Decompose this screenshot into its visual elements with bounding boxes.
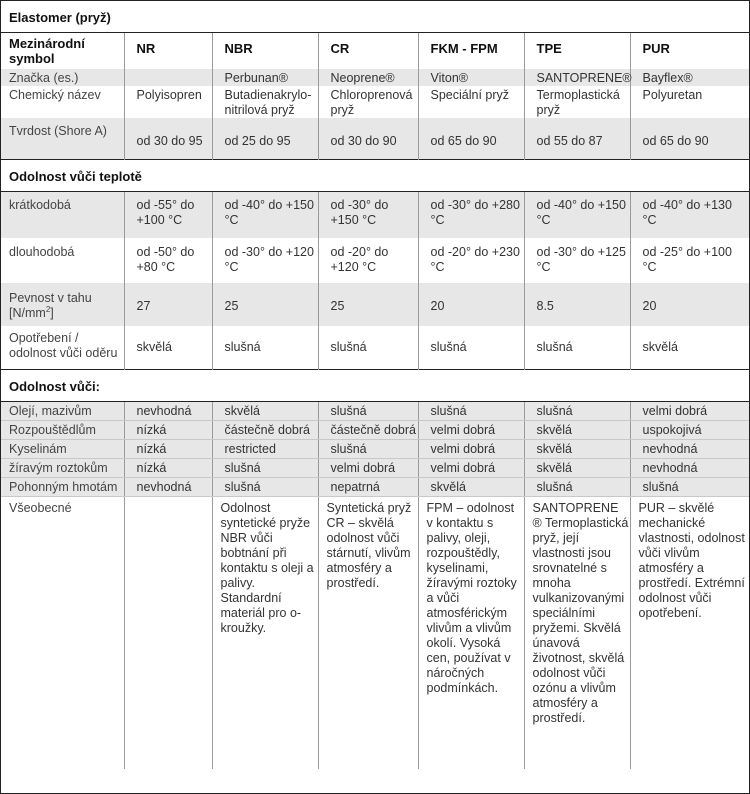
tensile-label-unit: [N/mm [9, 306, 46, 320]
resistance-row-alkalis [1, 459, 749, 478]
cell: od -25° do +100 °C [630, 238, 749, 283]
cell: od 30 do 95 [124, 118, 212, 160]
cell: Syntetická pryž CR – skvělá odolnost vůči stárnutí, vlivům atmosféry a prostředí. [318, 497, 418, 770]
cell: částečně dobrá [318, 421, 418, 440]
cell: od -30° do +125 °C [524, 238, 630, 283]
cell: od -30° do +280 °C [418, 192, 524, 239]
cell: od 65 do 90 [630, 118, 749, 160]
brand-row [1, 69, 749, 86]
row-label: Všeobecné [9, 501, 72, 515]
cell: nevhodná [630, 440, 749, 459]
chemical-name-row [1, 86, 749, 118]
row-label: žíravým roztokům [1, 459, 124, 478]
resistance-section-row [1, 370, 749, 402]
symbol-label: Mezinárodní symbol [1, 33, 124, 70]
general-row [1, 497, 749, 770]
cell: od 55 do 87 [524, 118, 630, 160]
cell: slušná [630, 478, 749, 497]
table-title: Elastomer (pryž) [1, 1, 749, 33]
cell: od -55° do +100 °C [124, 192, 212, 239]
cell: od -20° do +230 °C [418, 238, 524, 283]
cell: velmi dobrá [318, 459, 418, 478]
tensile-label-main: Pevnost v tahu [9, 291, 92, 305]
resistance-row-acids [1, 440, 749, 459]
row-label: Chemický název [9, 88, 101, 102]
cell: skvělá [524, 421, 630, 440]
cell: skvělá [524, 440, 630, 459]
cell: 20 [418, 283, 524, 326]
cell: 20 [630, 283, 749, 326]
cell: od 30 do 90 [318, 118, 418, 160]
cell: velmi dobrá [418, 421, 524, 440]
symbol-row [1, 33, 749, 70]
cell: od -30° do +150 °C [318, 192, 418, 239]
cell: slušná [524, 478, 630, 497]
cell: 25 [212, 283, 318, 326]
cell: od -40° do +130 °C [630, 192, 749, 239]
title-row [1, 1, 749, 33]
cell: SANTOPRENE ® Termoplastická pryž, její vlastnosti jsou srovnatelné s mnoha vulkanizovanými speciálními pryžemi. Skvělá únavová životnost, skvělá odolnost vůči ozónu a vlivům atmosféry a prostředí. [524, 497, 630, 770]
resistance-row-fuels [1, 478, 749, 497]
row-label: Olejí, mazivům [1, 402, 124, 421]
section-heading: Odolnost vůči teplotě [1, 160, 749, 192]
cell: od -30° do +120 °C [212, 238, 318, 283]
cell: slušná [212, 478, 318, 497]
row-label: Kyselinám [1, 440, 124, 459]
cell: nevhodná [124, 478, 212, 497]
abrasion-row [1, 326, 749, 370]
cell: skvělá [212, 402, 318, 421]
cell: Polyuretan [630, 86, 749, 118]
cell: nízká [124, 440, 212, 459]
cell: Chloroprenová pryž [318, 86, 418, 118]
cell: od -40° do +150 °C [212, 192, 318, 239]
cell: slušná [418, 326, 524, 370]
cell: nevhodná [630, 459, 749, 478]
cell: skvělá [418, 478, 524, 497]
material-header: FKM - FPM [418, 33, 524, 70]
cell: od 65 do 90 [418, 118, 524, 160]
hardness-row [1, 118, 749, 160]
tensile-label-end: ] [50, 306, 54, 320]
tensile-label-sup: 2 [45, 304, 51, 314]
cell [124, 497, 212, 770]
section-heading: Odolnost vůči: [1, 370, 749, 402]
material-header: CR [318, 33, 418, 70]
cell: slušná [212, 326, 318, 370]
cell: od -20° do +120 °C [318, 238, 418, 283]
material-header: NBR [212, 33, 318, 70]
cell: slušná [418, 402, 524, 421]
cell: od 25 do 95 [212, 118, 318, 160]
cell: Odolnost syntetické pryže NBR vůči bobtnání při kontaktu s oleji a palivy. Standardní materiál pro o-kroužky. [212, 497, 318, 770]
cell: skvělá [524, 459, 630, 478]
material-header: TPE [524, 33, 630, 70]
row-label: Tvrdost (Shore A) [1, 118, 124, 160]
cell: Perbunan® [212, 69, 318, 86]
cell: skvělá [630, 326, 749, 370]
cell: slušná [318, 440, 418, 459]
cell: 8.5 [524, 283, 630, 326]
material-header: NR [124, 33, 212, 70]
resistance-row-solvents [1, 421, 749, 440]
material-header: PUR [630, 33, 749, 70]
cell: nevhodná [124, 402, 212, 421]
cell: FPM – odolnost v kontaktu s palivy, oleji, rozpouštědly, kyselinami, žíravými roztoky a vůči atmosférickým vlivům a vlivům okolí. Vysoká cen, používat v náročných podmínkách. [418, 497, 524, 770]
cell: velmi dobrá [630, 402, 749, 421]
long-term-row [1, 238, 749, 283]
row-label: dlouhodobá [9, 245, 75, 259]
cell: SANTOPRENE® [524, 69, 630, 86]
cell: nízká [124, 459, 212, 478]
temperature-section-row [1, 160, 749, 192]
row-label: krátkodobá [1, 192, 124, 239]
cell: slušná [318, 402, 418, 421]
row-label: Pohonným hmotám [1, 478, 124, 497]
cell: nepatrná [318, 478, 418, 497]
cell: od -40° do +150 °C [524, 192, 630, 239]
cell: velmi dobrá [418, 440, 524, 459]
cell: od -50° do +80 °C [124, 238, 212, 283]
cell: slušná [212, 459, 318, 478]
cell: slušná [318, 326, 418, 370]
cell: uspokojivá [630, 421, 749, 440]
resistance-row-oils [1, 402, 749, 421]
cell: skvělá [124, 326, 212, 370]
cell: slušná [524, 326, 630, 370]
elastomer-properties-table [1, 1, 749, 769]
row-label: Rozpouštědlům [1, 421, 124, 440]
row-label: Opotřebení / odolnost vůči oděru [9, 331, 118, 360]
cell: Neoprene® [318, 69, 418, 86]
cell [124, 69, 212, 86]
cell: Bayflex® [630, 69, 749, 86]
cell: Speciální pryž [418, 86, 524, 118]
cell: Viton® [418, 69, 524, 86]
cell: nízká [124, 421, 212, 440]
cell: restricted [212, 440, 318, 459]
row-label [1, 283, 124, 326]
cell: částečně dobrá [212, 421, 318, 440]
cell: velmi dobrá [418, 459, 524, 478]
cell: slušná [524, 402, 630, 421]
cell: 25 [318, 283, 418, 326]
cell: Termoplastická pryž [524, 86, 630, 118]
short-term-row [1, 192, 749, 239]
row-label: Značka (es.) [1, 69, 124, 86]
cell: 27 [124, 283, 212, 326]
cell: Polyisopren [124, 86, 212, 118]
cell: PUR – skvělé mechanické vlastnosti, odolnost vůči vlivům atmosféry a prostředí. Extrémní odolnost vůči opotřebení. [630, 497, 749, 770]
cell: Butadienakrylo-nitrilová pryž [212, 86, 318, 118]
tensile-row [1, 283, 749, 326]
